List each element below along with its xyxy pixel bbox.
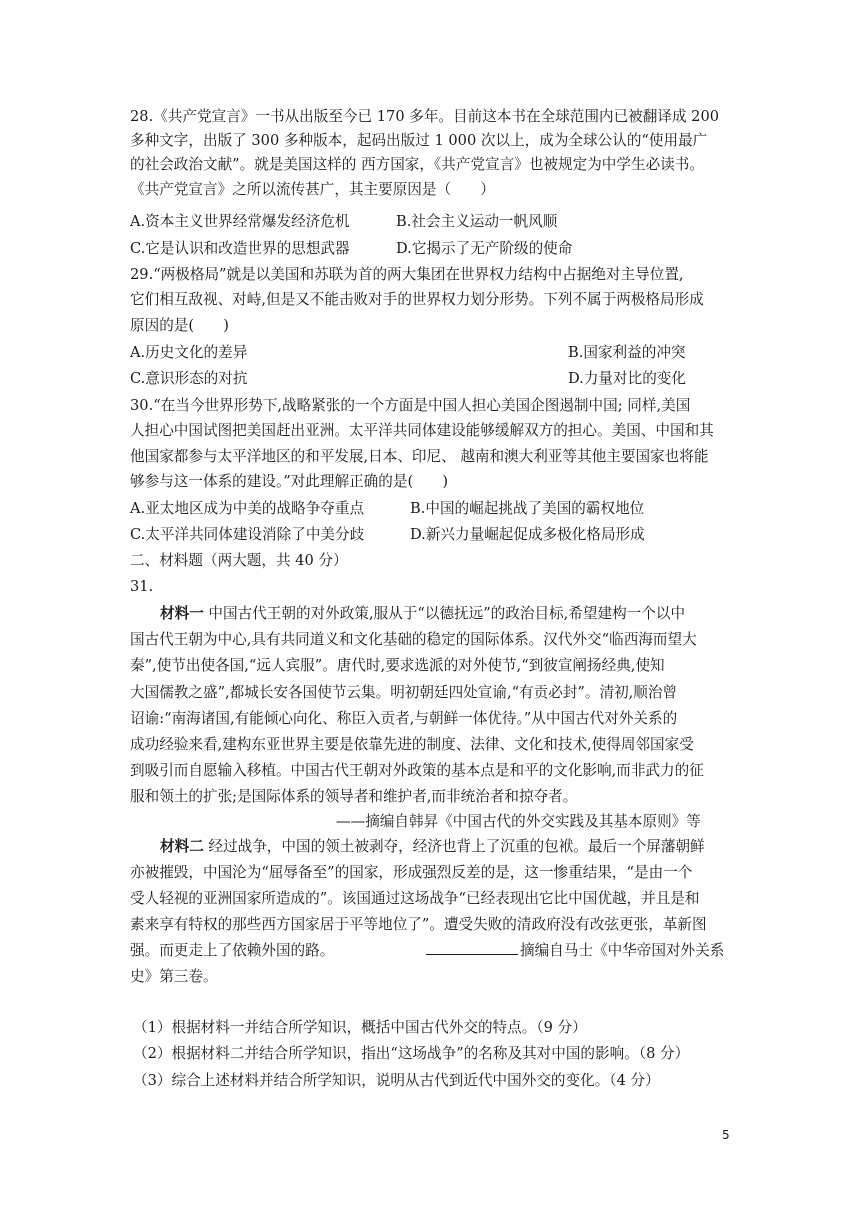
q31-number: 31.: [130, 578, 154, 595]
q29-line: 原因的是( ): [130, 317, 229, 334]
material2-label: 材料二: [160, 838, 204, 855]
section-heading: 二、材料题（两大题，共 40 分）: [130, 552, 348, 569]
q29-option-c: C.意识形态的对抗: [130, 370, 248, 387]
q28-line: 28.《共产党宣言》一书从出版至今已 170 多年。目前这本书在全球范围内已被翻译成 200: [130, 108, 720, 125]
material1-source: ——摘编自韩昇《中国古代的外交实践及其基本原则》等: [336, 813, 701, 830]
material1-line: 中国古代王朝的对外政策,服从于“以德抚远”的政治目标,希望建构一个以中: [203, 605, 686, 622]
q30-line: 够参与这一体系的建设。”对此理解正确的是( ): [130, 473, 449, 490]
material1-line: 到吸引而自愿输入移植。中国古代王朝对外政策的基本点是和平的文化影响,而非武力的征: [130, 762, 704, 779]
q30-line: 人担心中国试图把美国赶出亚洲。太平洋共同体建设能够缓解双方的担心。美国、中国和其: [130, 422, 714, 439]
material1-line: 诏谕:“南海诸国,有能倾心向化、称臣入贡者,与朝鲜一体优待。”从中国古代对外关系的: [130, 710, 678, 727]
material2-line: 受人轻视的亚洲国家所造成的”。该国通过这场战争“已经表现出它比中国优越，并且是和: [130, 890, 700, 907]
material1-line: 服和领土的扩张;是国际体系的领导者和维护者,而非统治者和掠夺者。: [130, 788, 578, 805]
material2-line: 素来享有特权的那些西方国家居于平等地位了”。遭受失败的清政府没有改弦更张，革新图: [130, 916, 707, 933]
material2-source-text: 摘编自马士《中华帝国对外关系: [520, 942, 725, 959]
material1-first-line: [160, 604, 685, 624]
q30-line: 他国家都参与太平洋地区的和平发展,日本、印尼、 越南和澳大利亚等其他主要国家也将能: [130, 448, 709, 465]
q28-option-a: A.资本主义世界经常爆发经济危机: [130, 213, 350, 230]
material2-line: 强。而更走上了依赖外国的路。: [130, 942, 335, 959]
q28-option-c: C.它是认识和改造世界的思想武器: [130, 240, 350, 257]
q29-option-a: A.历史文化的差异: [130, 344, 248, 361]
material1-line: 大国儒教之盛”,都城长安各国使节云集。明初朝廷四处宣谕,“有贡必封”。清初,顺治曾: [130, 684, 678, 701]
q30-option-c: C.太平洋共同体建设消除了中美分歧: [130, 526, 365, 543]
material2-line: 经过战争，中国的领土被剥夺，经济也背上了沉重的包袱。最后一个屏藩朝鲜: [203, 838, 705, 855]
subquestion: （3）综合上述材料并结合所学知识，说明从古代到近代中国外交的变化。（4 分）: [133, 1072, 660, 1089]
material2-source: [426, 941, 724, 961]
q30-option-a: A.亚太地区成为中美的战略争夺重点: [130, 500, 365, 517]
q28-line: 《共产党宣言》之所以流传甚广，其主要原因是（ ）: [130, 181, 495, 198]
material1-line: 国古代王朝为中心,具有共同道义和文化基础的稳定的国际体系。汉代外交“临西海而望大: [130, 631, 697, 648]
q30-option-b: B.中国的崛起挑战了美国的霸权地位: [410, 500, 645, 517]
q28-line: 多种文字，出版了 300 多种版本，起码出版过 1 000 次以上，成为全球公认的“使用最广: [130, 132, 708, 149]
material1-label: 材料一: [160, 605, 204, 622]
material2-line: 亦被摧毁，中国沦为“屈辱备至”的国家，形成强烈反差的是，这一惨重结果，“是由一个: [130, 864, 693, 881]
page-number: 5: [722, 1128, 730, 1142]
q28-line: 的社会政治文献”。就是美国这样的 西方国家，《共产党宣言》也被规定为中学生必读书。: [130, 156, 704, 173]
source-underline: [426, 942, 518, 955]
material2-source-cont: 史》第三卷。: [130, 968, 218, 985]
subquestion: （2）根据材料二并结合所学知识，指出“这场战争”的名称及其对中国的影响。（8 分）: [133, 1045, 690, 1062]
q29-line: 29.“两极格局”就是以美国和苏联为首的两大集团在世界权力结构中占据绝对主导位置,: [130, 266, 684, 283]
q30-option-d: D.新兴力量崛起促成多极化格局形成: [410, 526, 645, 543]
q29-line: 它们相互敌视、对峙,但是又不能击败对手的世界权力划分形势。下列不属于两极格局形成: [130, 291, 704, 308]
material1-line: 秦”,使节出使各国,“远人宾服”。唐代时,要求选派的对外使节,“到彼宣阐扬经典,使知: [130, 657, 665, 674]
q30-line: 30.“在当今世界形势下,战略紧张的一个方面是中国人担心美国企图遏制中国; 同样,美国: [130, 397, 691, 414]
q29-option-b: B.国家利益的冲突: [568, 344, 686, 361]
q28-option-d: D.它揭示了无产阶级的使命: [396, 240, 573, 257]
q28-option-b: B.社会主义运动一帆风顺: [396, 213, 558, 230]
material2-first-line: [160, 837, 705, 857]
material1-line: 成功经验来看,建构东亚世界主要是依靠先进的制度、法律、文化和技术,使得周邻国家受: [130, 736, 694, 753]
subquestion: （1）根据材料一并结合所学知识，概括中国古代外交的特点。（9 分）: [133, 1019, 587, 1036]
q29-option-d: D.力量对比的变化: [568, 370, 686, 387]
